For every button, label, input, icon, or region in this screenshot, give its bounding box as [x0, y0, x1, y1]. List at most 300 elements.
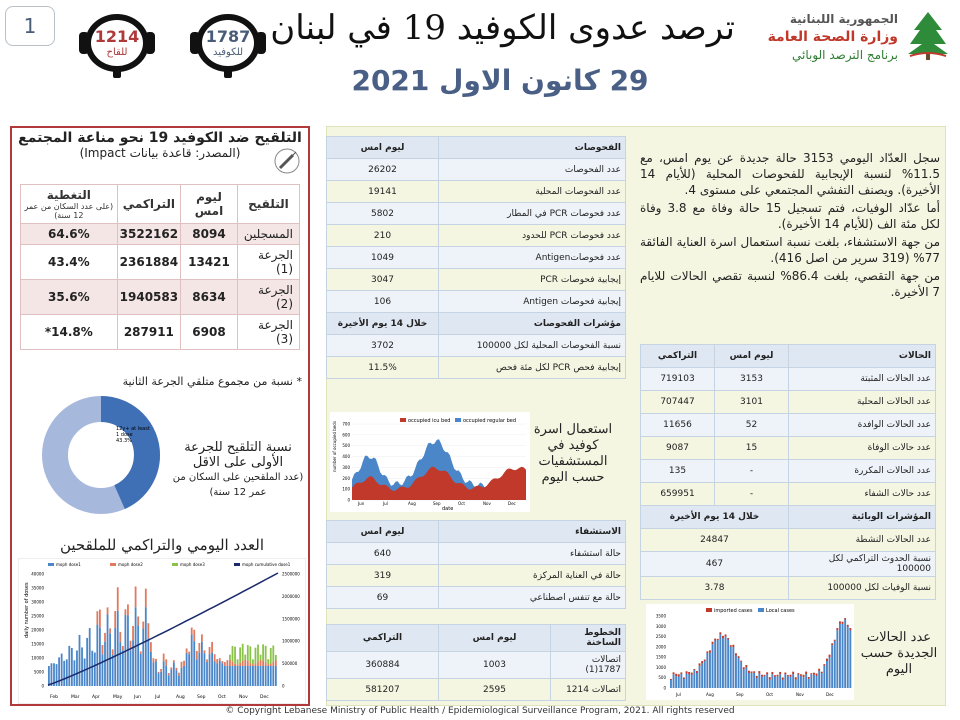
- local-cases-bar: [714, 641, 716, 688]
- vac-xlabel: Mar: [71, 695, 80, 700]
- logo-line-ministry: وزارة الصحة العامة: [767, 29, 898, 45]
- vaccination-footnote: * نسبة من مجموع متلقي الجرعة الثانية: [122, 375, 302, 388]
- imported-cases-bar: [782, 677, 784, 679]
- vac-ytick-left: 30000: [31, 599, 44, 605]
- local-cases-bar: [683, 679, 685, 688]
- row-label: نسبة الحدوث التراكمي لكل 100000: [789, 552, 936, 577]
- row-daily: 1003: [439, 652, 551, 679]
- table-row: [327, 181, 626, 203]
- daily-cases-chart: [646, 604, 854, 700]
- vac-dose3-bar: [244, 655, 246, 660]
- row-label: إيجابية فحوصات Antigen: [439, 291, 626, 313]
- imported-cases-bar: [813, 673, 815, 675]
- tests-section: [326, 136, 626, 379]
- icu-xlabel: date: [442, 506, 454, 512]
- vac-dose2-bar: [109, 628, 111, 633]
- imported-cases-bar: [834, 640, 836, 641]
- vac-dose1-bar: [122, 650, 124, 686]
- vac-ytick-left: 15000: [31, 641, 44, 647]
- vac-dose1-bar: [94, 653, 96, 687]
- vac-dose1-bar: [221, 663, 223, 686]
- local-cases-bar: [800, 676, 802, 688]
- row-daily: 13421: [181, 245, 238, 280]
- local-cases-bar: [691, 675, 693, 688]
- vac-dose3-bar: [275, 655, 277, 660]
- imported-cases-bar: [686, 671, 688, 673]
- row-label: نسبة الفحوصات المحلية لكل 100000: [439, 335, 626, 357]
- vac-dose1-bar: [104, 642, 106, 686]
- vac-ytick-right: 500000: [282, 661, 298, 667]
- row-daily: 3101: [715, 391, 789, 414]
- vac-legend-swatch: [234, 563, 240, 566]
- table-row: [327, 247, 626, 269]
- vac-dose2-bar: [201, 634, 203, 641]
- imported-cases-bar: [826, 659, 828, 661]
- local-cases-bar: [722, 638, 724, 688]
- vac-dose1-bar: [86, 638, 88, 686]
- local-cases-bar: [743, 669, 745, 688]
- row-cumulative: 3522162: [117, 224, 180, 245]
- row-label: مؤشرات الفحوصات: [439, 313, 626, 335]
- vac-dose2-bar: [270, 664, 272, 666]
- table-row: [641, 483, 936, 506]
- local-cases-bar: [719, 634, 721, 688]
- tests-header-value: ليوم امس: [327, 137, 439, 159]
- vac-dose2-bar: [137, 616, 139, 625]
- row-label: عدد الحالات النشطة: [789, 529, 936, 552]
- row-label: عدد حالات الوفاة: [789, 437, 936, 460]
- row-daily: 52: [715, 414, 789, 437]
- vac-ytick-left: 0: [41, 683, 44, 689]
- vac-dose1-bar: [204, 653, 206, 686]
- local-cases-bar: [842, 624, 844, 688]
- table-row: [641, 391, 936, 414]
- table-row: [327, 159, 626, 181]
- col-coverage-note: (على عدد السكان من عمر 12 سنة): [24, 202, 114, 220]
- vac-dose1-bar: [158, 673, 160, 686]
- legend-icu: occupied icu bed: [408, 418, 451, 424]
- vac-dose1-bar: [130, 650, 132, 686]
- imported-cases-bar: [727, 638, 729, 639]
- imported-cases-bar: [670, 679, 672, 680]
- vac-dose2-bar: [198, 643, 200, 652]
- local-cases-bar: [766, 674, 768, 688]
- row-label: الجرعة (1): [237, 245, 299, 280]
- vac-dose1-bar: [76, 650, 78, 686]
- vac-dose1-bar: [66, 659, 68, 686]
- imported-cases-bar: [730, 645, 732, 647]
- vac-legend-swatch: [110, 563, 116, 566]
- imported-cases-bar: [766, 672, 768, 674]
- summary-text: [640, 150, 940, 302]
- imported-cases-bar: [751, 671, 753, 672]
- row-value: خلال 14 يوم الأخيرة: [327, 313, 439, 335]
- vac-dose1-bar: [211, 652, 213, 686]
- local-cases-bar: [829, 657, 831, 688]
- imported-cases-bar: [717, 639, 719, 640]
- icu-xtick: Jul: [383, 501, 388, 506]
- row-label: اتصالات 1787(1): [551, 652, 626, 679]
- vac-dose2-bar: [191, 628, 193, 635]
- row-label: نسبة الوفيات لكل 100000: [789, 577, 936, 600]
- imported-cases-bar: [823, 664, 825, 666]
- table-row: [327, 269, 626, 291]
- row-value: 24847: [641, 529, 789, 552]
- vac-dose1-bar: [117, 611, 119, 686]
- vac-dose1-bar: [142, 629, 144, 686]
- vac-dose3-bar: [237, 659, 239, 664]
- row-coverage: 43.4%: [21, 245, 118, 280]
- imported-cases-bar: [844, 618, 846, 619]
- logo-line-republic: الجمهورية اللبنانية: [789, 12, 898, 26]
- row-label: عدد الفحوصات المحلية: [439, 181, 626, 203]
- vac-xlabel: Oct: [218, 695, 226, 700]
- vac-dose2-bar: [239, 663, 241, 666]
- vac-xlabel: Apr: [92, 695, 100, 700]
- vac-xlabel: Dec: [260, 695, 269, 700]
- imported-cases-bar: [769, 677, 771, 679]
- vac-dose2-bar: [160, 669, 162, 672]
- legend-icu-swatch: [400, 418, 406, 422]
- vac-dose2-bar: [125, 609, 127, 615]
- imported-cases-bar: [836, 628, 838, 630]
- local-cases-bar: [670, 680, 672, 688]
- col-vaccination: التلقيح: [237, 185, 299, 224]
- vac-dose2-bar: [255, 664, 257, 666]
- loc-ytick: 2000: [655, 644, 666, 650]
- row-cumulative: 719103: [641, 368, 715, 391]
- loc-ytick: 0: [663, 685, 666, 691]
- vac-dose2-bar: [150, 642, 152, 652]
- row-label: عدد حالات الشفاء: [789, 483, 936, 506]
- imported-cases-bar: [712, 642, 714, 644]
- vac-dose1-bar: [147, 638, 149, 686]
- vac-dose1-bar: [102, 654, 104, 686]
- local-cases-bar: [725, 637, 727, 688]
- imported-cases-bar: [839, 621, 841, 623]
- vac-dose1-bar: [262, 666, 264, 686]
- vac-dose1-bar: [168, 675, 170, 686]
- imported-cases-bar: [797, 673, 799, 674]
- local-cases-bar: [717, 640, 719, 688]
- vac-dose3-bar: [232, 646, 234, 661]
- row-cumulative: 1940583: [117, 280, 180, 315]
- vac-dose3-bar: [249, 646, 251, 663]
- donut-caption-main: نسبة التلقيح للجرعة الأولى على الاقل: [184, 440, 292, 470]
- local-cases-bar: [826, 661, 828, 688]
- row-value: 1049: [327, 247, 439, 269]
- local-cases-bar: [803, 677, 805, 688]
- vac-dose1-bar: [193, 641, 195, 686]
- vac-dose1-bar: [91, 651, 93, 686]
- row-label: الجرعة (2): [237, 280, 299, 315]
- table-row: [327, 587, 626, 609]
- vac-ytick-left: 20000: [31, 627, 44, 633]
- legend-regular: occupied regular bed: [463, 418, 517, 424]
- vac-dose2-bar: [181, 662, 183, 668]
- vac-legend-label: moph dose1: [56, 562, 81, 567]
- hospital-header-label: الاستشفاء: [439, 521, 626, 543]
- icu-xtick: Oct: [458, 501, 465, 506]
- local-cases-bar: [732, 647, 734, 688]
- vac-legend-label: moph cumulative dose1: [242, 562, 291, 567]
- vac-dose2-bar: [176, 668, 178, 671]
- row-daily: 15: [715, 437, 789, 460]
- vac-xlabel: Feb: [50, 695, 58, 700]
- vaccination-title: التلقيح ضد الكوفيد 19 نحو مناعة المجتمع: [18, 130, 302, 146]
- local-cases-bar: [831, 645, 833, 688]
- vac-dose1-bar: [252, 666, 254, 686]
- local-cases-bar: [769, 680, 771, 688]
- imported-cases-bar: [777, 675, 779, 677]
- summary-p2: أما عدّاد الوفيات، فتم تسجيل 15 حالة وفاة مع 3.8 وفاة لكل مئة الف (للأيام 14 الأخيرة).: [640, 201, 940, 231]
- row-coverage: 35.6%: [21, 280, 118, 315]
- tests-header-label: الفحوصات: [439, 137, 626, 159]
- row-coverage: 64.6%: [21, 224, 118, 245]
- cases-header-cumulative: التراكمي: [641, 345, 715, 368]
- vac-dose2-bar: [170, 667, 172, 669]
- local-cases-bar: [706, 653, 708, 688]
- vac-dose2-bar: [119, 632, 121, 642]
- imported-cases-bar: [756, 676, 758, 678]
- legend-imported: imported cases: [714, 608, 753, 614]
- local-cases-bar: [686, 674, 688, 688]
- row-label: إيجابية فحص PCR لكل مئة فحص: [439, 357, 626, 379]
- vac-dose2-bar: [209, 647, 211, 654]
- vac-dose2-bar: [229, 660, 231, 666]
- vac-dose1-bar: [239, 666, 241, 686]
- local-cases-bar: [816, 676, 818, 688]
- local-cases-bar: [709, 653, 711, 688]
- table-row: [641, 552, 936, 577]
- cedar-icon: [906, 10, 950, 60]
- loc-ytick: 500: [658, 675, 666, 681]
- imported-cases-bar: [849, 628, 851, 630]
- vac-dose1-bar: [183, 666, 185, 686]
- row-daily: 6908: [181, 315, 238, 350]
- vac-dose2-bar: [145, 589, 147, 608]
- icu-ytick: 100: [342, 486, 350, 492]
- vac-dose1-bar: [201, 642, 203, 686]
- vac-dose2-bar: [204, 650, 206, 653]
- row-value: 3702: [327, 335, 439, 357]
- vac-dose2-bar: [242, 661, 244, 666]
- vac-ytick-left: 25000: [31, 613, 44, 619]
- vac-dose1-bar: [107, 614, 109, 686]
- row-label: حالة مع تنفس اصطناعي: [439, 587, 626, 609]
- row-label: عدد الفحوصات: [439, 159, 626, 181]
- imported-cases-bar: [764, 675, 766, 676]
- row-label: المسجلين: [237, 224, 299, 245]
- vac-ytick-right: 0: [282, 683, 285, 689]
- local-cases-bar: [774, 677, 776, 688]
- imported-cases-bar: [678, 674, 680, 676]
- local-cases-bar: [735, 656, 737, 688]
- table-row: [641, 577, 936, 600]
- vac-dose2-bar: [112, 649, 114, 655]
- table-row: [327, 652, 626, 679]
- local-cases-bar: [808, 679, 810, 688]
- cases-header-label: الحالات: [789, 345, 936, 368]
- vac-dose2-bar: [265, 662, 267, 666]
- vac-dose2-bar: [272, 662, 274, 666]
- ministry-logo: [765, 10, 950, 70]
- vac-dose1-bar: [244, 666, 246, 686]
- vac-dose1-bar: [112, 655, 114, 686]
- local-cases-bar: [748, 673, 750, 688]
- row-value: 640: [327, 543, 439, 565]
- imported-cases-bar: [673, 672, 675, 674]
- vac-dose3-bar: [272, 645, 274, 661]
- bed-occupancy-caption: استعمال اسرة كوفيد في المستشفيات حسب اليوم: [533, 422, 613, 485]
- vac-dose2-bar: [262, 660, 264, 666]
- icu-xtick: Nov: [483, 501, 491, 506]
- vac-dose1-bar: [61, 654, 63, 686]
- col-coverage-label: التغطية: [46, 188, 91, 202]
- vac-dose2-bar: [168, 673, 170, 675]
- vac-dose1-bar: [198, 652, 200, 686]
- vac-dose2-bar: [219, 658, 221, 660]
- loc-ytick: 1500: [655, 654, 666, 660]
- vac-dose1-bar: [173, 662, 175, 686]
- vac-ytick-right: 1500000: [282, 616, 300, 622]
- imported-cases-bar: [758, 671, 760, 673]
- imported-cases-bar: [790, 675, 792, 677]
- loc-xtick: Nov: [796, 692, 804, 697]
- table-row: [327, 335, 626, 357]
- daily-vaccination-chart-title: العدد اليومي والتراكمي للملقحين: [59, 536, 265, 554]
- vac-dose2-bar: [178, 673, 180, 676]
- table-row: [327, 203, 626, 225]
- local-cases-bar: [805, 674, 807, 688]
- row-label: حالة استشفاء: [439, 543, 626, 565]
- local-cases-bar: [836, 630, 838, 688]
- vac-dose2-bar: [114, 611, 116, 628]
- imported-cases-bar: [719, 632, 721, 634]
- vac-legend-label: moph dose2: [118, 562, 143, 567]
- vac-dose2-bar: [135, 586, 137, 607]
- vac-dose1-bar: [140, 654, 142, 686]
- row-label: عدد الحالات المحلية: [789, 391, 936, 414]
- donut-caption-sub: (عدد الملقحين على السكان من عمر 12 سنة): [172, 472, 304, 498]
- row-label: حالة في العناية المركزة: [439, 565, 626, 587]
- vac-dose1-bar: [214, 662, 216, 686]
- local-cases-bar: [758, 674, 760, 688]
- icu-xtick: Jun: [358, 501, 365, 506]
- imported-cases-bar: [699, 663, 701, 665]
- vac-dose1-bar: [96, 625, 98, 686]
- local-cases-bar: [782, 680, 784, 688]
- local-cases-bar: [753, 673, 755, 688]
- vac-dose2-bar: [165, 659, 167, 665]
- vac-dose3-bar: [260, 655, 262, 660]
- loc-xtick: Jul: [676, 692, 681, 697]
- local-cases-bar: [761, 677, 763, 688]
- vac-dose3-bar: [252, 659, 254, 664]
- local-cases-bar: [779, 674, 781, 688]
- vaccination-header: [12, 128, 308, 162]
- hotline-covid-number: 1787: [205, 27, 251, 46]
- vac-dose3-bar: [267, 659, 269, 664]
- copyright-footer: © Copyright Lebanese Ministry of Public Health / Epidemiological Surveillance Program, 2021. All rights reserved: [225, 706, 735, 716]
- imported-cases-bar: [738, 656, 740, 658]
- local-cases-bar: [688, 674, 690, 688]
- vac-dose2-bar: [127, 604, 129, 615]
- vac-dose2-bar: [234, 664, 236, 666]
- imported-cases-bar: [735, 653, 737, 655]
- vac-dose1-bar: [99, 628, 101, 686]
- donut-label-1: 12y+ at least: [116, 426, 150, 432]
- vac-dose2-bar: [224, 662, 226, 666]
- vac-dose1-bar: [71, 648, 73, 686]
- vaccination-table: [20, 184, 300, 350]
- table-row: [21, 315, 300, 350]
- donut-label-3: 43.3%: [116, 438, 132, 444]
- vac-legend-swatch: [48, 563, 54, 566]
- loc-xtick: Sep: [736, 692, 744, 697]
- vac-dose1-bar: [234, 666, 236, 686]
- vac-dose1-bar: [229, 666, 231, 686]
- vac-dose1-bar: [68, 646, 70, 686]
- vac-dose1-bar: [255, 666, 257, 686]
- hospital-header-value: ليوم امس: [327, 521, 439, 543]
- row-cumulative: 581207: [327, 679, 439, 701]
- row-label: عدد الحالات المثبتة: [789, 368, 936, 391]
- row-cumulative: 287911: [117, 315, 180, 350]
- imported-cases-bar: [732, 645, 734, 647]
- vac-dose1-bar: [186, 653, 188, 686]
- local-cases-bar: [751, 673, 753, 688]
- local-cases-bar: [675, 676, 677, 688]
- vac-dose1-bar: [81, 647, 83, 686]
- vac-dose1-bar: [206, 662, 208, 686]
- table-row: [641, 368, 936, 391]
- vac-dose2-bar: [193, 630, 195, 641]
- vac-dose2-bar: [244, 660, 246, 666]
- local-cases-bar: [839, 624, 841, 688]
- local-cases-bar: [704, 661, 706, 688]
- hotlines-section: [326, 624, 626, 701]
- donut-caption: [168, 440, 308, 500]
- cases-header-daily: ليوم امس: [715, 345, 789, 368]
- vac-dose1-bar: [242, 666, 244, 686]
- row-cumulative: 11656: [641, 414, 715, 437]
- vac-dose2-bar: [142, 622, 144, 629]
- vac-ytick-left: 5000: [33, 669, 44, 675]
- table-row: [641, 414, 936, 437]
- imported-cases-bar: [706, 651, 708, 653]
- vac-dose2-bar: [275, 660, 277, 666]
- bed-occupancy-chart: [330, 412, 530, 512]
- hotline-vaccine-badge: [75, 10, 159, 80]
- hotlines-header-daily: ليوم امس: [439, 625, 551, 652]
- vac-dose3-bar: [234, 647, 236, 664]
- hospital-table: [326, 520, 626, 609]
- imported-cases-bar: [808, 677, 810, 679]
- local-cases-bar: [777, 676, 779, 688]
- local-cases-bar: [673, 674, 675, 688]
- row-value: 5802: [327, 203, 439, 225]
- vac-dose1-bar: [267, 666, 269, 686]
- local-cases-bar: [792, 674, 794, 688]
- local-cases-bar: [771, 674, 773, 688]
- vac-dose2-bar: [140, 651, 142, 654]
- loc-ytick: 3000: [655, 623, 666, 629]
- loc-xtick: Aug: [706, 692, 714, 697]
- vac-dose2-bar: [183, 661, 185, 666]
- vac-dose1-bar: [137, 625, 139, 686]
- row-value: 69: [327, 587, 439, 609]
